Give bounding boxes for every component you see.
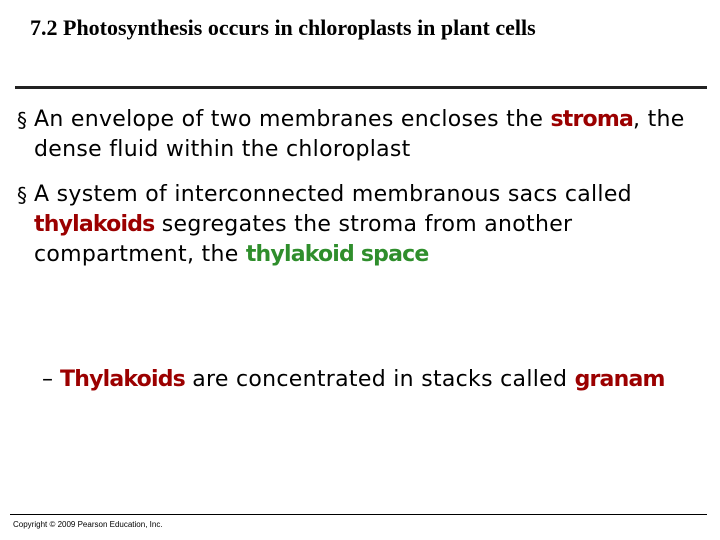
term-thylakoids: thylakoids (34, 212, 155, 237)
bullet-text-1b: , the dense fluid within the chloroplast (34, 107, 685, 162)
bullet-thylakoids (17, 180, 697, 270)
copyright-notice: Copyright © 2009 Pearson Education, Inc. (13, 520, 163, 529)
bullet-text-2b: segregates the stroma from another compartment, the (34, 212, 573, 267)
bullet-envelope (17, 105, 697, 165)
dash-marker-icon: – (42, 367, 54, 392)
term-thylakoids-sub: Thylakoids (60, 367, 185, 392)
slide-body (17, 105, 697, 270)
sub-bullet-text: are concentrated in stacks called (184, 367, 575, 392)
bullet-text-2a: A system of interconnected membranous sacs called (34, 182, 632, 207)
bullet-text-1a: An envelope of two membranes encloses the (34, 107, 551, 132)
slide-title: 7.2 Photosynthesis occurs in chloroplasts in plant cells (30, 15, 536, 40)
bullet-marker-icon: § (17, 183, 28, 207)
term-granam: granam (574, 367, 665, 392)
footer-divider (10, 514, 707, 515)
title-divider (15, 86, 707, 89)
term-thylakoid-space: thylakoid space (245, 242, 429, 267)
bullet-marker-icon: § (17, 108, 28, 132)
sub-bullet-grana (42, 365, 700, 395)
term-stroma: stroma (550, 107, 634, 132)
